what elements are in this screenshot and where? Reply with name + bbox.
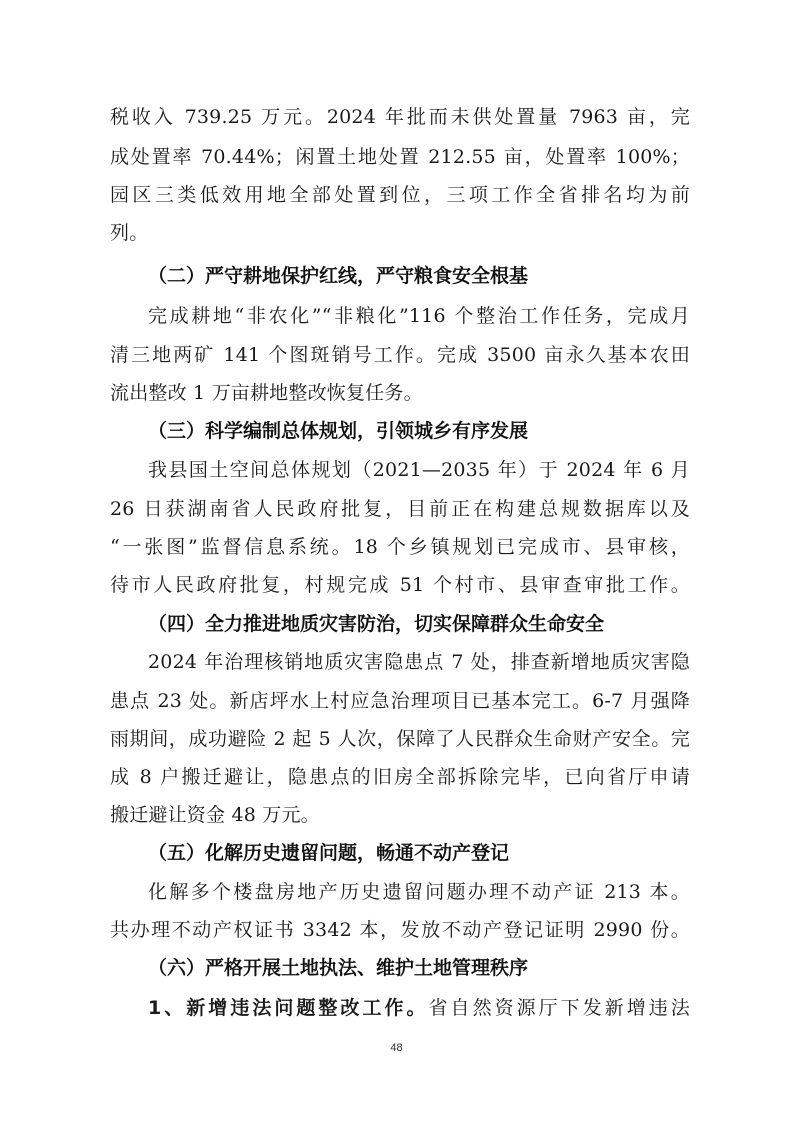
bold-lead-text: 1、新增违法问题整改工作。: [148, 997, 429, 1019]
section-heading-4: （四）全力推进地质灾害防治，切实保障群众生命安全: [148, 613, 605, 635]
paragraph-line: 清三地两矿 141 个图斑销号工作。完成 3500 亩永久基本农田: [110, 344, 690, 366]
section-heading-2: （二）严守耕地保护红线，严守粮食安全根基: [148, 265, 529, 287]
section-heading-6: （六）严格开展土地执法、维护土地管理秩序: [148, 957, 529, 979]
paragraph-line: 列。: [110, 222, 149, 244]
paragraph-line: 完成耕地“非农化”“非粮化”116 个整治工作任务，完成月: [148, 305, 690, 327]
paragraph-line: 共办理不动产权证书 3342 本，发放不动产登记证明 2990 份。: [110, 919, 690, 941]
paragraph-line: 2024 年治理核销地质灾害隐患点 7 处，排查新增地质灾害隐: [148, 651, 690, 673]
paragraph-line: 园区三类低效用地全部处置到位，三项工作全省排名均为前: [110, 184, 690, 206]
section-heading-3: （三）科学编制总体规划，引领城乡有序发展: [148, 420, 529, 442]
paragraph-line: 成处置率 70.44%；闲置土地处置 212.55 亩，处置率 100%；: [110, 146, 690, 168]
paragraph-line: 待市人民政府批复，村规完成 51 个村市、县审查审批工作。: [110, 574, 690, 596]
paragraph-line: 26 日获湖南省人民政府批复，目前正在构建总规数据库以及: [110, 498, 690, 520]
paragraph-line: 我县国土空间总体规划（2021—2035 年）于 2024 年 6 月: [148, 459, 690, 481]
paragraph-line: 雨期间，成功避险 2 起 5 人次，保障了人民群众生命财产安全。完: [110, 728, 690, 750]
section-heading-5: （五）化解历史遗留问题，畅通不动产登记: [148, 842, 510, 864]
paragraph-line: 患点 23 处。新店坪水上村应急治理项目已基本完工。6-7 月强降: [110, 690, 690, 712]
paragraph-line: 搬迁避让资金 48 万元。: [110, 804, 320, 826]
paragraph-line: 成 8 户搬迁避让，隐患点的旧房全部拆除完毕，已向省厅申请: [110, 766, 690, 788]
paragraph-line: 流出整改 1 万亩耕地整改恢复任务。: [110, 382, 423, 404]
paragraph-line: [148, 995, 690, 1021]
page-number: 48: [390, 1042, 403, 1054]
paragraph-line: “一张图”监督信息系统。18 个乡镇规划已完成市、县审核，: [110, 536, 690, 558]
paragraph-line: 税收入 739.25 万元。2024 年批而未供处置量 7963 亩，完: [110, 106, 690, 128]
paragraph-line: 化解多个楼盘房地产历史遗留问题办理不动产证 213 本。: [148, 881, 690, 903]
paragraph-text: 省自然资源厅下发新增违法: [428, 997, 690, 1019]
